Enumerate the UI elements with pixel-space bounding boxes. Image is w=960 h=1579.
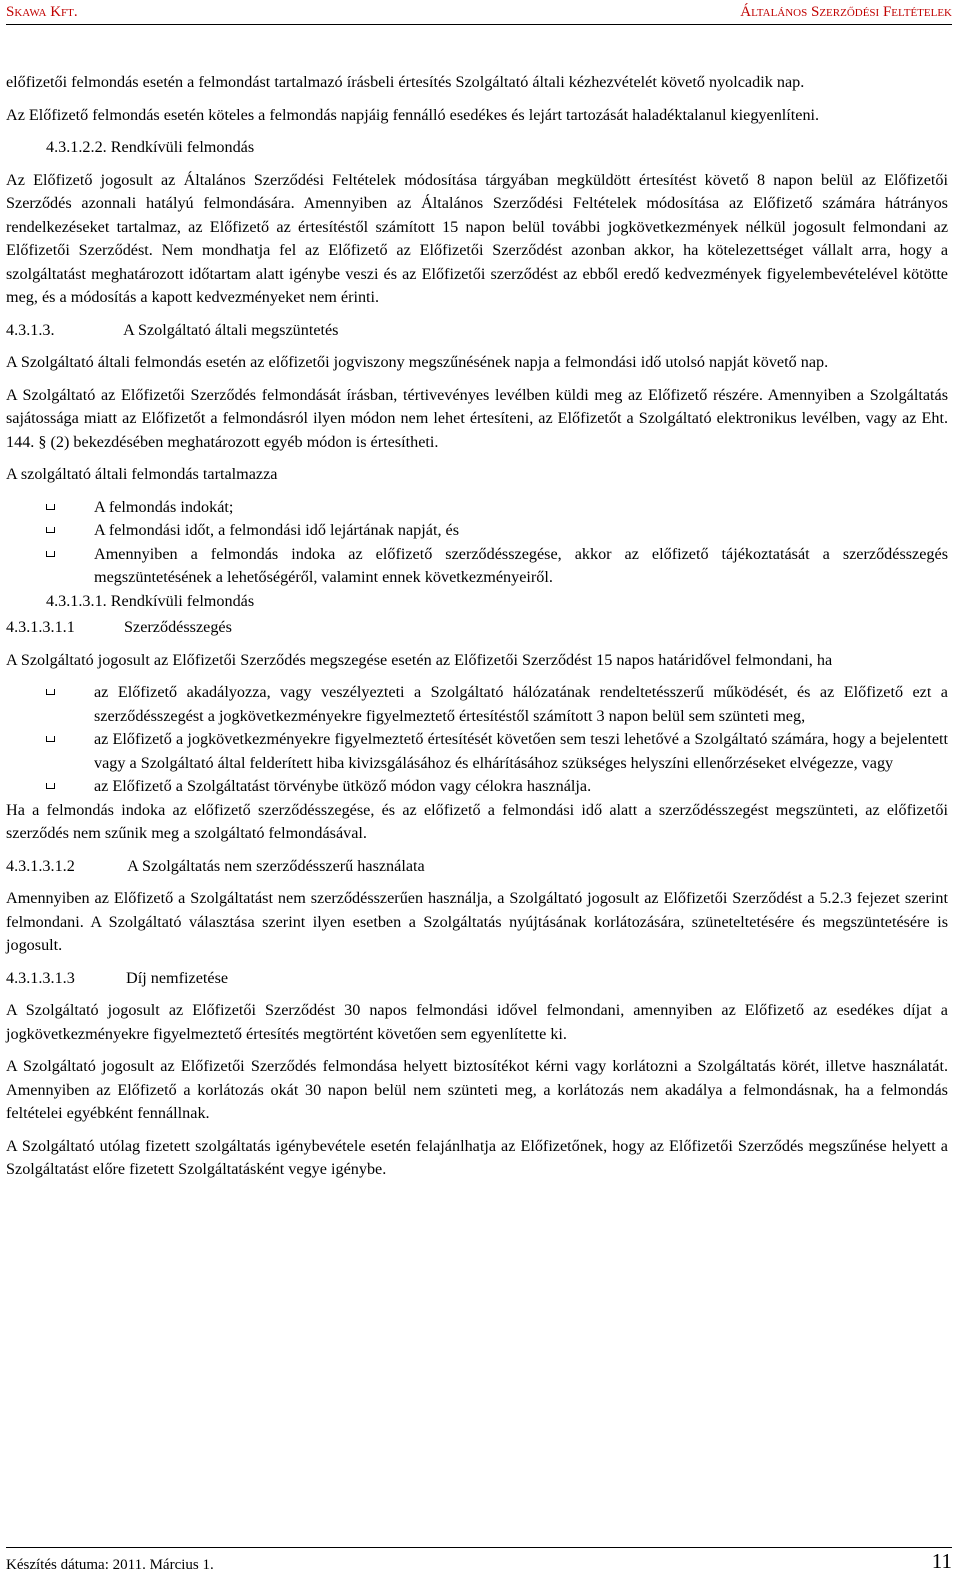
bullet-list	[6, 681, 948, 799]
paragraph: Az Előfizető felmondás esetén köteles a felmondás napjáig fennálló esedékes és lejárt tartozását haladéktalanul kiegyenlíteni.	[6, 105, 820, 124]
section-title: Díj nemfizetése	[126, 968, 229, 987]
section-title: Rendkívüli felmondás	[110, 138, 255, 156]
list-item: A felmondási időt, a felmondási idő lejártának napját, és	[6, 519, 948, 543]
section-number: 4.3.1.3.1.1	[6, 618, 75, 636]
section-heading	[6, 136, 948, 160]
paragraph: Ha a felmondás indoka az előfizető szerződésszegése, és az előfizető a felmondási idő alatt a szerződésszegést megszünteti, az előfizetői szerződés nem szűnik meg a szolgáltató felmondásával.	[6, 800, 948, 842]
bullet-icon	[46, 689, 55, 695]
paragraph: Az Előfizető jogosult az Általános Szerződési Feltételek módosítása tárgyában megküldött értesítést követő 8 napon belül az Előfizetői Szerződés azonnali hatályú felmondására. Amennyiben az Általános Szerződési Feltételek módosítása az Előfizető számára hátrányos rendelkezéseket tartalmaz, az Előfizető az értesítéstől számított 15 napon belül további jogkövetkezmények nélkül jogosult felmondani az Előfizetői Szerződést. Nem mondhatja fel az Előfizető az Előfizetői Szerződést azonban akkor, ha kötelezettséget vállalt arra, hogy a szolgáltatást meghatározott időtartam alatt igénybe veszi és az Előfizetői szerződést az ebből eredő kedvezmények figyelembevételével kötötte meg, és a módosítás a kapott kedvezményeket nem érinti.	[6, 170, 948, 306]
list-item: az Előfizető a Szolgáltatást törvénybe ütköző módon vagy célokra használja.	[6, 775, 948, 799]
section-heading	[6, 319, 948, 343]
paragraph: Amennyiben az Előfizető a Szolgáltatást nem szerződésszerűen használja, a Szolgáltató jogosult az Előfizetői Szerződést a 5.2.3 fejezet szerint felmondani. A Szolgáltató választása szerint ilyen esetben a Szolgáltatás nyújtásának korlátozására, szüneteltetésére és megszüntetésére is jogosult.	[6, 889, 948, 954]
section-number: 4.3.1.3.	[6, 320, 55, 339]
section-heading	[6, 967, 948, 991]
section-number: 4.3.1.3.1.2	[6, 856, 75, 875]
paragraph: A Szolgáltató jogosult az Előfizetői Szerződés megszegése esetén az Előfizetői Szerződést 15 napos határidővel felmondani, ha	[6, 650, 833, 669]
document-title: Általános Szerződési Feltételek	[740, 4, 952, 20]
bullet-icon	[46, 783, 55, 789]
company-name: Skawa Kft.	[6, 4, 78, 20]
page-header	[6, 2, 952, 25]
page-number: 11	[931, 1549, 952, 1573]
section-heading	[6, 590, 948, 614]
list-item: A felmondás indokát;	[6, 496, 948, 520]
section-number: 4.3.1.2.2.	[46, 138, 107, 156]
section-title: A Szolgáltató általi megszüntetés	[123, 320, 339, 339]
paragraph: A Szolgáltató jogosult az Előfizetői Szerződés felmondása helyett biztosítékot kérni vagy korlátozni a Szolgáltatás körét, illetve használatát. Amennyiben az Előfizető a korlátozás okát 30 napon belül nem szünteti meg, a korlátozás nem akadálya a felmondásnak, ha a felmondás feltételei egyébként fennállnak.	[6, 1057, 948, 1122]
bullet-icon	[46, 551, 55, 557]
section-title: Szerződésszegés	[124, 618, 232, 636]
paragraph: A Szolgáltató az Előfizetői Szerződés felmondását írásban, tértivevényes levélben küldi meg az Előfizető részére. Amennyiben a Szolgáltatás sajátossága miatt az Előfizetőt a felmondásról ilyen módon nem lehet értesíteni, az Előfizetőt a Szolgáltató elektronikus levélben, vagy az Eht. 144. § (2) bekezdésében meghatározott egyéb módon is értesítheti.	[6, 385, 948, 451]
list-item: az Előfizető a jogkövetkezményekre figyelmeztető értesítését követően sem teszi lehetővé a Szolgáltató számára, hogy a bejelentett vagy a Szolgáltató által felderített hiba kivizsgálásához és elhárításához szükséges helyszíni ellenőrzéseket elvégezze, vagy	[6, 728, 948, 775]
section-number: 4.3.1.3.1.3	[6, 968, 75, 987]
paragraph: A szolgáltató általi felmondás tartalmazza	[6, 465, 278, 483]
section-number: 4.3.1.3.1.	[46, 591, 107, 610]
list-item: Amennyiben a felmondás indoka az előfizető szerződésszegése, akkor az előfizető tájékoztatását a szerződésszegés megszüntetésének a lehetőségéről, valamint ennek következményeiről.	[6, 543, 948, 590]
section-title: Rendkívüli felmondás	[110, 591, 255, 610]
creation-date: Készítés dátuma: 2011. Március 1.	[6, 1557, 214, 1573]
bullet-icon	[46, 527, 55, 533]
section-heading	[6, 616, 948, 640]
paragraph: A Szolgáltató általi felmondás esetén az előfizetői jogviszony megszűnésének napja a felmondási idő utolsó napját követő nap.	[6, 353, 829, 371]
paragraph: előfizetői felmondás esetén a felmondást tartalmazó írásbeli értesítés Szolgáltató általi kézhezvételét követő nyolcadik nap.	[6, 73, 805, 91]
document-body	[6, 71, 948, 1191]
paragraph: A Szolgáltató jogosult az Előfizetői Szerződést 30 napos felmondási idővel felmondani, amennyiben az Előfizető az esedékes díjat a jogkövetkezményekre figyelmeztető értesítés megtörtént követően sem egyenlítette ki.	[6, 1001, 948, 1043]
bullet-icon	[46, 504, 55, 510]
section-title: A Szolgáltatás nem szerződésszerű használata	[127, 856, 425, 875]
list-item: az Előfizető akadályozza, vagy veszélyezteti a Szolgáltató hálózatának rendeltetésszerű működését, és az Előfizető ezt a szerződésszegést a jogkövetkezményekre figyelmeztető értesítéstől számított 3 napon belül sem szünteti meg,	[6, 681, 948, 728]
section-heading	[6, 855, 948, 879]
bullet-list	[6, 496, 948, 590]
paragraph: A Szolgáltató utólag fizetett szolgáltatás igénybevétele esetén felajánlhatja az Előfizetőnek, hogy az Előfizetői Szerződés megszűnése helyett a Szolgáltatást előre fizetett Szolgáltatásként vegye igénybe.	[6, 1136, 948, 1178]
bullet-icon	[46, 736, 55, 742]
page-footer	[6, 1547, 952, 1576]
